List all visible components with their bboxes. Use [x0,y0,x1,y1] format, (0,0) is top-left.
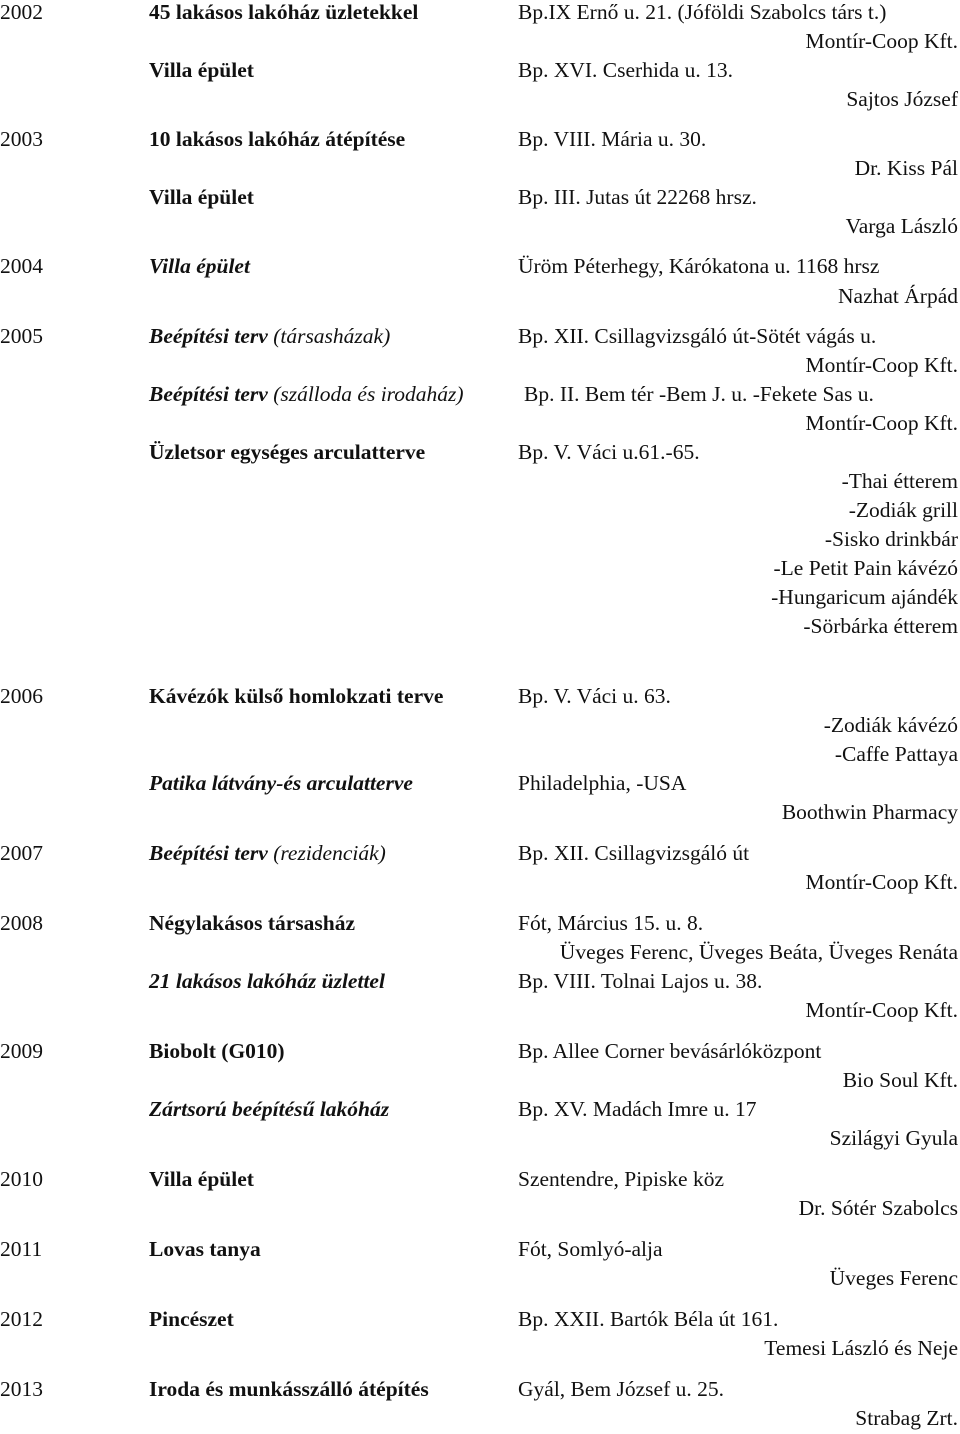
entry-client: -Zodiák kávézó [823,713,958,737]
entry-client: Boothwin Pharmacy [781,800,958,824]
entry-year: 2011 [0,1237,43,1261]
entry-location: Bp. XII. Csillagvizsgáló út [518,841,750,865]
entry-location: Bp. XV. Madách Imre u. 17 [518,1097,757,1121]
entry-title: Négylakásos társasház [149,911,356,935]
entry-title: 45 lakásos lakóház üzletekkel [149,0,419,24]
entry-client-extra: -Sisko drinkbár [824,527,958,551]
entry-location: Bp. Allee Corner bevásárlóközpont [518,1039,822,1063]
entry-client-extra: -Sörbárka étterem [803,614,958,638]
entry-location: Philadelphia, -USA [518,771,687,795]
entry-title: Villa épület [149,254,250,278]
entry-location: Bp. VIII. Tolnai Lajos u. 38. [518,969,763,993]
entry-client: Temesi László és Neje [764,1336,958,1360]
entry-client: Üveges Ferenc [829,1266,958,1290]
entry-title: 21 lakásos lakóház üzlettel [149,969,385,993]
entry-year: 2006 [0,684,43,708]
entry-client: Üveges Ferenc, Üveges Beáta, Üveges Renáta [559,940,958,964]
entry-title: Villa épület [149,185,254,209]
entry-title: Pincészet [149,1307,234,1331]
entry-location: Bp. II. Bem tér -Bem J. u. -Fekete Sas u. [524,382,874,406]
entry-title: Beépítési terv (társasházak) [149,324,391,348]
entry-year: 2007 [0,841,43,865]
entry-client-extra: -Caffe Pattaya [834,742,958,766]
entry-title: Patika látvány-és arculatterve [149,771,413,795]
entry-title: Zártsorú beépítésű lakóház [149,1097,390,1121]
entry-location: Üröm Péterhegy, Kárókatona u. 1168 hrsz [518,254,880,278]
entry-client-extra: -Hungaricum ajándék [771,585,958,609]
entry-location: Bp. VIII. Mária u. 30. [518,127,707,151]
entry-location: Bp. V. Váci u.61.-65. [518,440,700,464]
entry-title: Villa épület [149,58,254,82]
entry-client: Nazhat Árpád [838,284,958,308]
entry-client: Sajtos József [846,87,958,111]
entry-client: Montír-Coop Kft. [805,29,958,53]
entry-year: 2004 [0,254,43,278]
entry-title: Iroda és munkásszálló átépítés [149,1377,429,1401]
entry-client: Szilágyi Gyula [829,1126,958,1150]
entry-client-extra: -Zodiák grill [848,498,958,522]
entry-location: Bp.IX Ernő u. 21. (Jóföldi Szabolcs társ t.) [518,0,887,24]
entry-year: 2008 [0,911,43,935]
entry-location: Bp. XII. Csillagvizsgáló út-Sötét vágás u. [518,324,877,348]
entry-title: Beépítési terv (rezidenciák) [149,841,386,865]
entry-title: Kávézók külső homlokzati terve [149,684,444,708]
entry-title: 10 lakásos lakóház átépítése [149,127,406,151]
entry-year: 2002 [0,0,43,24]
entry-client: Strabag Zrt. [855,1406,958,1430]
entry-location: Bp. XVI. Cserhida u. 13. [518,58,733,82]
entry-location: Bp. III. Jutas út 22268 hrsz. [518,185,757,209]
entry-client: Dr. Sótér Szabolcs [798,1196,958,1220]
entry-location: Fót, Somlyó-alja [518,1237,663,1261]
entry-client: Montír-Coop Kft. [805,353,958,377]
entry-client: Montír-Coop Kft. [805,411,958,435]
entry-client-extra: -Le Petit Pain kávézó [773,556,958,580]
entry-location: Bp. V. Váci u. 63. [518,684,671,708]
entry-client: -Thai étterem [841,469,958,493]
entry-title: Biobolt (G010) [149,1039,285,1063]
entry-year: 2013 [0,1377,43,1401]
entry-year: 2009 [0,1039,43,1063]
entry-client: Bio Soul Kft. [842,1068,958,1092]
entry-client: Dr. Kiss Pál [854,156,958,180]
entry-year: 2012 [0,1307,43,1331]
entry-year: 2010 [0,1167,43,1191]
entry-title: Beépítési terv (szálloda és irodaház) [149,382,464,406]
entry-client: Varga László [845,214,958,238]
entry-client: Montír-Coop Kft. [805,998,958,1022]
entry-location: Szentendre, Pipiske köz [518,1167,724,1191]
entry-location: Gyál, Bem József u. 25. [518,1377,725,1401]
entry-location: Fót, Március 15. u. 8. [518,911,704,935]
entry-year: 2005 [0,324,43,348]
entry-title: Villa épület [149,1167,254,1191]
entry-title: Üzletsor egységes arculatterve [149,440,426,464]
entry-location: Bp. XXII. Bartók Béla út 161. [518,1307,779,1331]
entry-title: Lovas tanya [149,1237,261,1261]
entry-year: 2003 [0,127,43,151]
entry-client: Montír-Coop Kft. [805,870,958,894]
